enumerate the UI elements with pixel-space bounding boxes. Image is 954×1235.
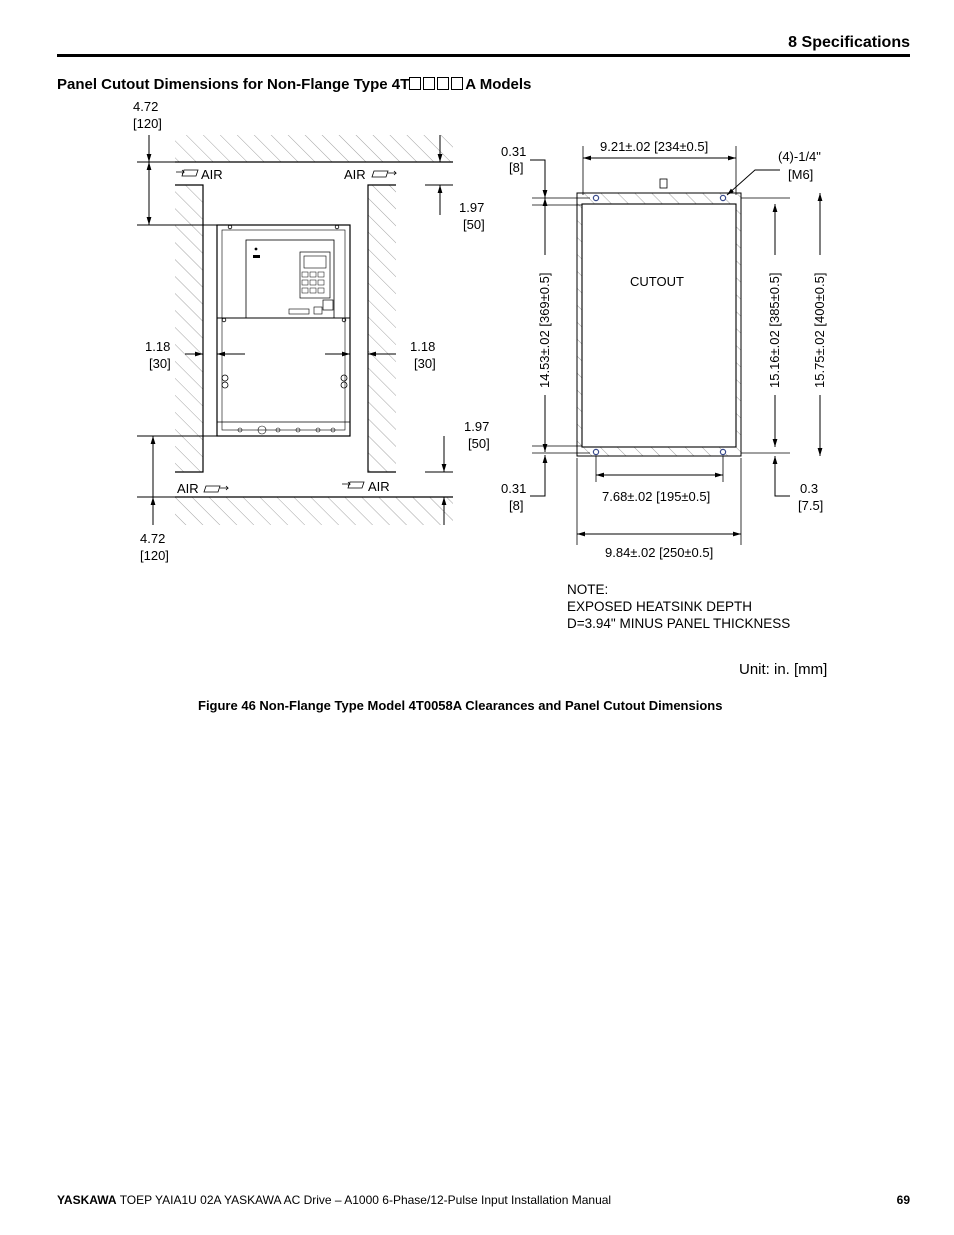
air-label: AIR <box>344 167 366 182</box>
ac-drive-unit <box>217 225 350 436</box>
right-wall-hatch <box>368 185 396 472</box>
section-title-prefix: Panel Cutout Dimensions for Non-Flange Type 4T <box>57 76 410 93</box>
top-hole-pitch: 9.21±.02 [234±0.5] <box>600 139 709 154</box>
top-offset-in: 0.31 <box>501 144 527 159</box>
section-title-suffix: A Models <box>465 76 532 93</box>
note-title: NOTE: <box>567 582 609 597</box>
bottom-wall-hatch <box>175 497 453 525</box>
bottom-offset-mm: [8] <box>509 498 524 513</box>
top-offset-mm: [8] <box>509 160 524 175</box>
bottom-right-clearance-in: 1.97 <box>464 419 490 434</box>
overall-height: 15.75±.02 [400±0.5] <box>812 272 827 388</box>
air-label: AIR <box>368 479 390 494</box>
left-wall-hatch <box>175 185 203 472</box>
right-offset-in: 0.3 <box>800 481 819 496</box>
overall-width: 9.84±.02 [250±0.5] <box>605 545 714 560</box>
top-right-clearance-mm: [50] <box>463 217 485 232</box>
bottom-clearance-mm: [120] <box>140 548 169 563</box>
page-footer <box>57 1193 611 1207</box>
unit-label: Unit: in. [mm] <box>739 661 828 678</box>
air-label: AIR <box>177 481 199 496</box>
left-side-clearance-mm: [30] <box>149 356 171 371</box>
footer-brand: YASKAWA <box>57 1193 117 1207</box>
bolt-size: (4)-1/4" <box>778 149 821 164</box>
bottom-right-clearance-mm: [50] <box>468 436 490 451</box>
footer-text: TOEP YAIA1U 02A YASKAWA AC Drive – A1000 6-Phase/12-Pulse Input Installation Manual <box>116 1193 612 1207</box>
clearance-figure <box>133 99 490 563</box>
top-wall-hatch <box>175 135 453 162</box>
cutout-area <box>582 204 736 447</box>
section-header: 8 Specifications <box>788 34 910 51</box>
cutout-height: 15.16±.02 [385±0.5] <box>767 272 782 388</box>
right-side-clearance-in: 1.18 <box>410 339 436 354</box>
figure-caption: Figure 46 Non-Flange Type Model 4T0058A Clearances and Panel Cutout Dimensions <box>198 698 723 713</box>
top-right-clearance-in: 1.97 <box>459 200 485 215</box>
note-line-1: EXPOSED HEATSINK DEPTH <box>567 599 753 614</box>
cutout-figure <box>501 139 827 560</box>
heatsink-note <box>567 581 790 632</box>
right-side-clearance-mm: [30] <box>414 356 436 371</box>
left-side-clearance-in: 1.18 <box>145 339 171 354</box>
top-clearance-mm: [120] <box>133 116 162 131</box>
air-label: AIR <box>201 167 223 182</box>
page-number: 69 <box>896 1193 910 1207</box>
left-hole-height: 14.53±.02 [369±0.5] <box>537 272 552 388</box>
note-line-2: D=3.94" MINUS PANEL THICKNESS <box>567 616 791 631</box>
bottom-hole-pitch: 7.68±.02 [195±0.5] <box>602 489 711 504</box>
bottom-clearance-in: 4.72 <box>140 531 166 546</box>
cutout-label: CUTOUT <box>630 274 684 289</box>
bottom-offset-in: 0.31 <box>501 481 527 496</box>
bolt-size-mm: [M6] <box>788 167 814 182</box>
right-offset-mm: [7.5] <box>798 498 824 513</box>
top-clearance-in: 4.72 <box>133 99 159 114</box>
